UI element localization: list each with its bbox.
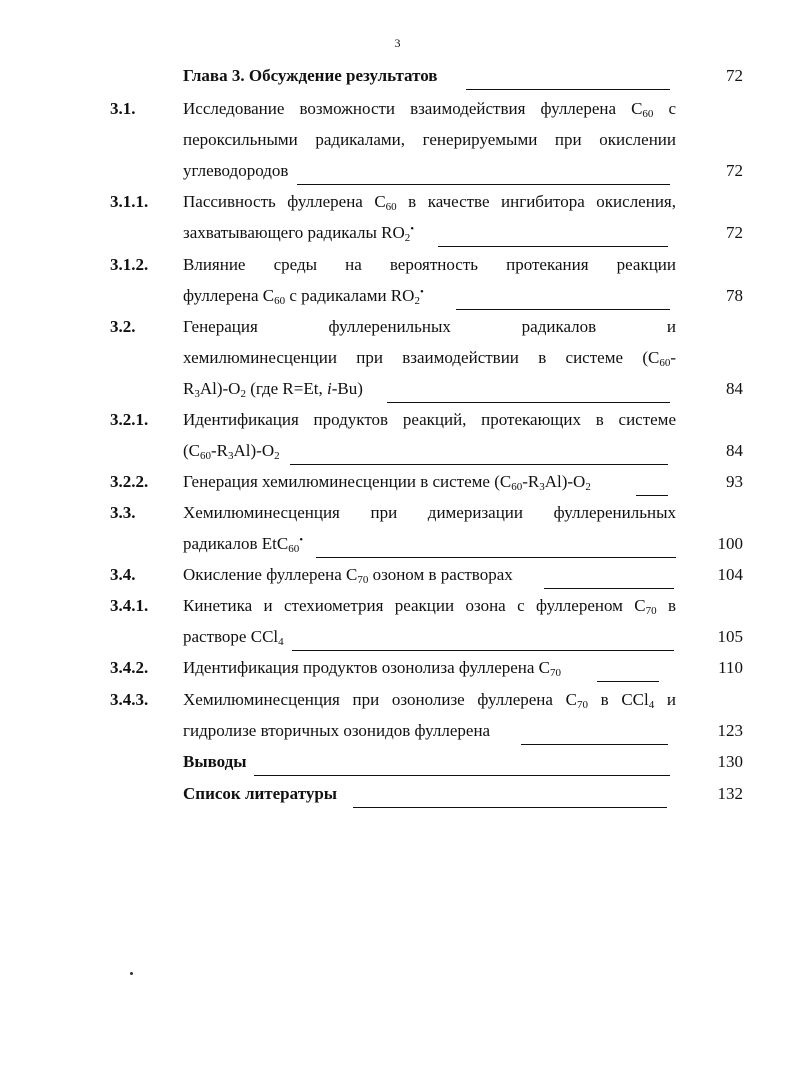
page-ref: 110 xyxy=(718,658,743,677)
toc-entry xyxy=(0,592,795,620)
leader-line xyxy=(456,282,670,310)
toc-entry-cont xyxy=(0,219,795,247)
entry-text: фуллерена $C_{60}$ с радикалами $RO_2^•$ xyxy=(183,286,424,307)
page-ref: 130 xyxy=(717,752,743,771)
toc-entry-cont xyxy=(0,375,795,403)
section-number: 3.4. xyxy=(110,565,136,584)
page-ref: 72 xyxy=(726,161,743,180)
entry-text: Хемилюминесценция при озонолизе фуллерена $C_{70}$ в CCl$_4$ и xyxy=(183,690,676,711)
subscript: 3 xyxy=(539,481,545,493)
subscript: 2 xyxy=(274,450,280,462)
leader-line xyxy=(292,623,674,651)
section-number: 3.4.2. xyxy=(110,658,149,677)
toc-entry xyxy=(0,499,795,527)
leader-line xyxy=(636,468,668,496)
section-number: 3.1.1. xyxy=(110,192,149,211)
subscript: 2 xyxy=(585,481,591,493)
entry-text: $(C_{60}-R_3Al)-O_2$ xyxy=(183,441,280,462)
entry-text: Кинетика и стехиометрия реакции озона с фуллереном $C_{70}$ в xyxy=(183,596,676,617)
superscript: • xyxy=(419,286,424,298)
entry-text: радикалов EtC$_{60}$• xyxy=(183,534,304,555)
leader-line xyxy=(521,717,668,745)
entry-text: Идентификация продуктов озонолиза фуллерена $C_{70}$ xyxy=(183,658,562,679)
scan-speck xyxy=(130,972,133,975)
page-ref: 104 xyxy=(717,565,743,584)
entry-text: Влияние среды на вероятность протекания реакции xyxy=(183,255,676,274)
subscript: 60 xyxy=(511,481,523,493)
subscript: 2 xyxy=(414,295,420,307)
section-number: 3.2.2. xyxy=(110,472,149,491)
subscript: 60 xyxy=(642,108,654,120)
conclusions-title: Выводы xyxy=(183,752,247,771)
entry-text: Генерация хемилюминесценции в системе $(C_{60}-R_3Al)-O_2$ xyxy=(183,472,591,493)
chapter-title: Глава 3. Обсуждение результатов xyxy=(183,66,438,85)
leader-line xyxy=(316,530,676,558)
section-number: 3.2.1. xyxy=(110,410,149,429)
page-ref: 78 xyxy=(726,286,743,305)
leader-line xyxy=(254,748,670,776)
toc-entry xyxy=(0,406,795,434)
toc-chapter xyxy=(0,62,795,90)
subscript: 4 xyxy=(278,636,284,648)
page-ref: 84 xyxy=(726,379,743,398)
section-number: 3.3. xyxy=(110,503,136,522)
page-ref: 105 xyxy=(717,627,743,646)
subscript: 60 xyxy=(288,543,300,555)
entry-text: Идентификация продуктов реакций, протекающих в системе xyxy=(183,410,676,429)
page-ref: 132 xyxy=(717,784,743,803)
toc-entry xyxy=(0,188,795,216)
subscript: 70 xyxy=(357,574,369,586)
toc-entry-cont xyxy=(0,126,795,154)
toc-entry xyxy=(0,468,795,496)
subscript: 2 xyxy=(404,232,411,244)
subscript: 60 xyxy=(274,295,286,307)
entry-text: пероксильными радикалами, генерируемыми при окислении xyxy=(183,130,676,149)
subscript: 70 xyxy=(576,699,588,711)
toc-entry xyxy=(0,561,795,589)
subscript: 2 xyxy=(240,388,246,400)
toc-entry xyxy=(0,686,795,714)
page-ref: 84 xyxy=(726,441,743,460)
references-title: Список литературы xyxy=(183,784,338,803)
leader-line xyxy=(387,375,670,403)
section-number: 3.2. xyxy=(110,317,136,336)
leader-line xyxy=(353,780,667,808)
superscript: • xyxy=(299,534,304,546)
subscript: 3 xyxy=(194,388,200,400)
entry-text: $R_3Al)-O_2$ (где R=Et, i-Bu) xyxy=(183,379,363,400)
leader-line xyxy=(297,157,670,185)
entry-text: Генерация фуллеренильных радикалов и xyxy=(183,317,676,336)
toc-entry xyxy=(0,95,795,123)
section-number: 3.1.2. xyxy=(110,255,149,274)
subscript: 3 xyxy=(228,450,234,462)
subscript: 70 xyxy=(645,605,657,617)
entry-text: захватывающего радикалы $RO_2^•$ xyxy=(183,223,415,244)
entry-text: Хемилюминесценция при димеризации фуллеренильных xyxy=(183,503,676,522)
toc-entry-cont xyxy=(0,623,795,651)
subscript: 60 xyxy=(385,201,397,213)
toc-conclusions xyxy=(0,748,795,776)
toc-entry-cont xyxy=(0,344,795,372)
section-number: 3.1. xyxy=(110,99,136,118)
entry-text: Окисление фуллерена $C_{70}$ озоном в растворах xyxy=(183,565,513,586)
superscript: • xyxy=(410,223,415,235)
subscript: 70 xyxy=(550,667,562,679)
page-ref: 72 xyxy=(726,66,743,85)
toc-references xyxy=(0,780,795,808)
page-number: 3 xyxy=(394,36,401,50)
entry-text xyxy=(183,95,676,123)
toc-entry-cont xyxy=(0,282,795,310)
subscript: 60 xyxy=(200,450,211,462)
subscript: 60 xyxy=(659,357,671,369)
subscript: 4 xyxy=(648,699,655,711)
page-ref: 93 xyxy=(726,472,743,491)
section-number: 3.4.3. xyxy=(110,690,149,709)
entry-text-part: Исследование возможности взаимодействия фуллерена C xyxy=(183,99,643,118)
entry-text: Пассивность фуллерена $C_{60}$ в качестве ингибитора окисления, xyxy=(183,192,676,213)
page-ref: 100 xyxy=(717,534,743,553)
leader-line xyxy=(438,219,668,247)
entry-text: растворе CCl$_4$ xyxy=(183,627,284,648)
toc-entry xyxy=(0,251,795,279)
leader-line xyxy=(290,437,668,465)
toc-entry xyxy=(0,654,795,682)
entry-text: гидролизе вторичных озонидов фуллерена xyxy=(183,721,491,740)
toc-entry-cont xyxy=(0,530,795,558)
entry-text: углеводородов xyxy=(183,161,289,180)
leader-line xyxy=(544,561,674,589)
toc-entry xyxy=(0,313,795,341)
toc-entry-cont xyxy=(0,157,795,185)
entry-text: хемилюминесценции при взаимодействии в системе ($C_{60}-$ xyxy=(183,348,676,369)
leader-line xyxy=(466,62,670,90)
entry-text-part: с xyxy=(653,99,676,118)
toc-entry-cont xyxy=(0,717,795,745)
page-ref: 123 xyxy=(717,721,743,740)
leader-line xyxy=(597,654,659,682)
toc-entry-cont xyxy=(0,437,795,465)
page-ref: 72 xyxy=(726,223,743,242)
section-number: 3.4.1. xyxy=(110,596,149,615)
